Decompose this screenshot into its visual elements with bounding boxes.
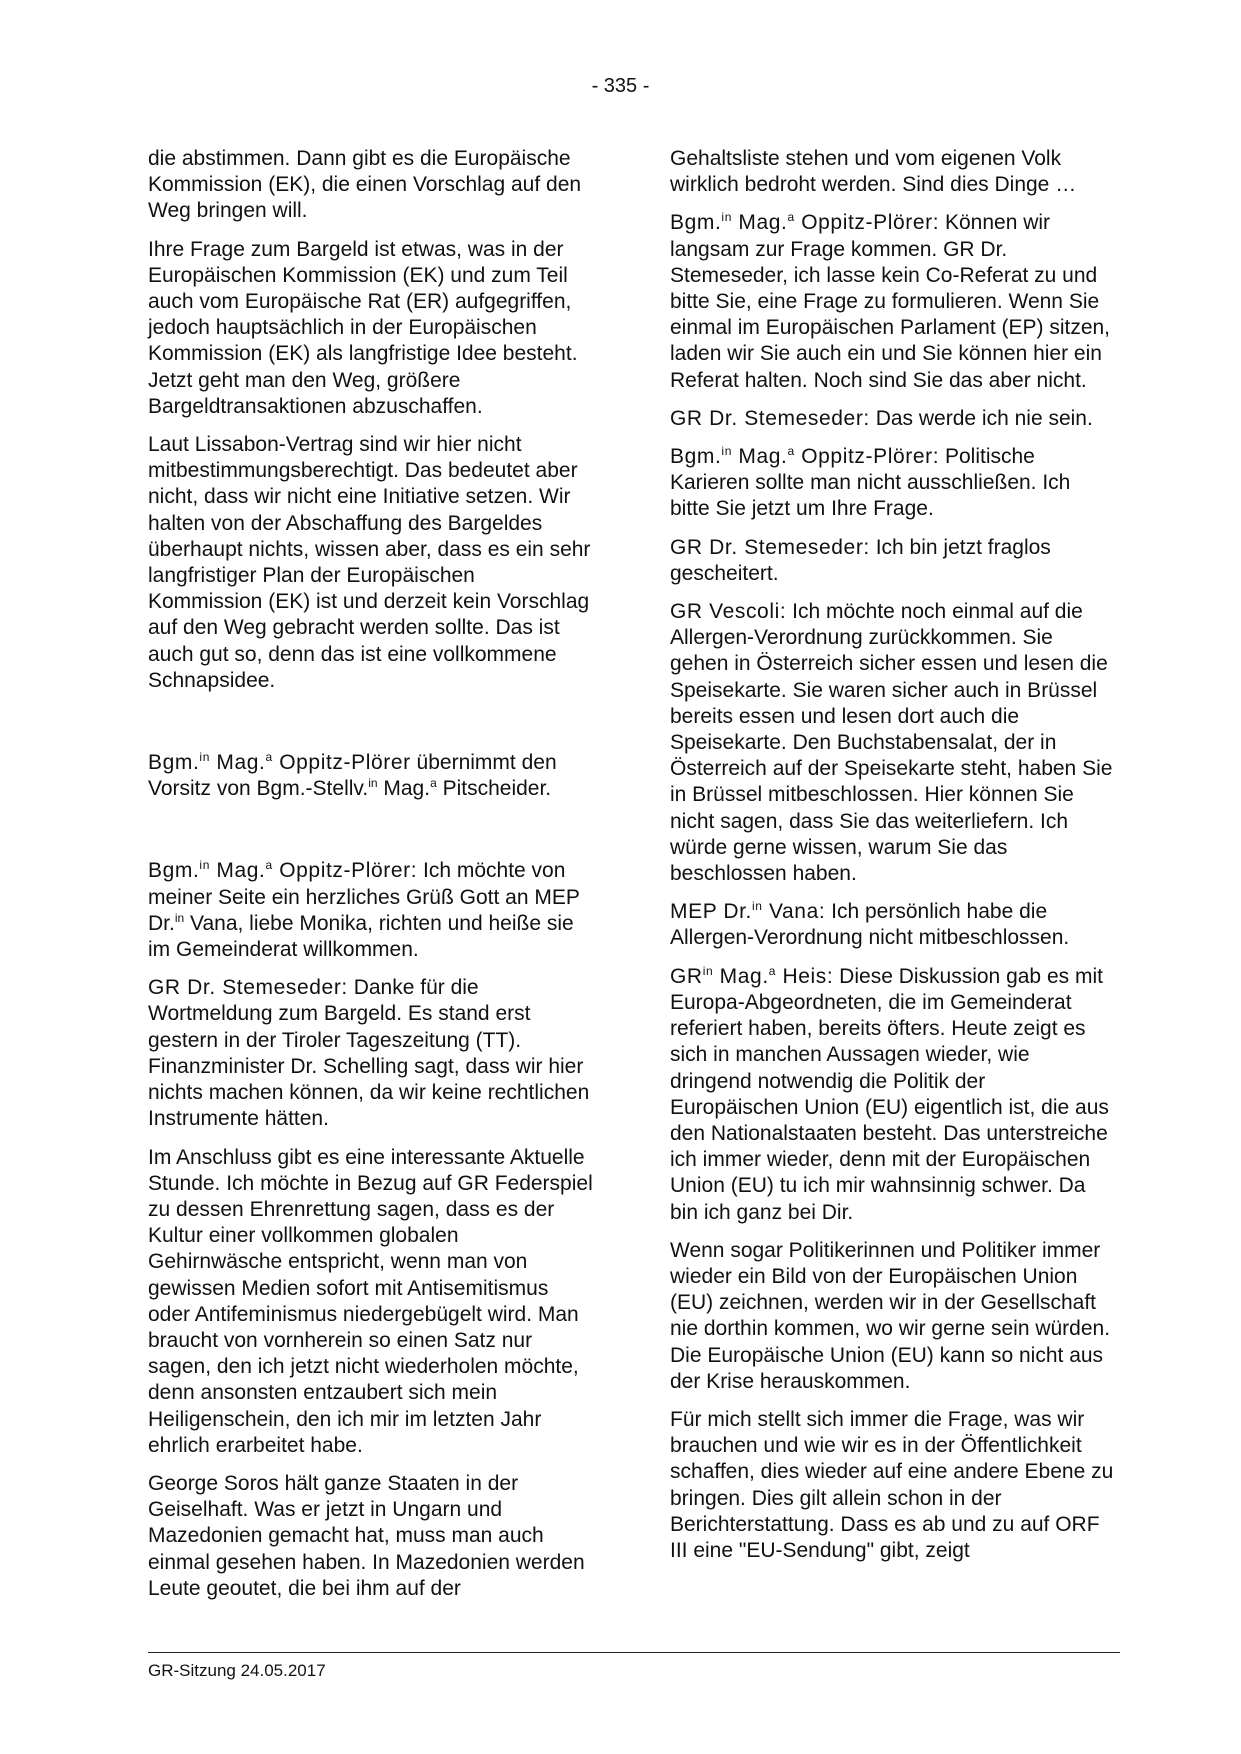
text: Mag.: [377, 777, 431, 801]
superscript: in: [199, 750, 210, 765]
paragraph: Wenn sogar Politikerinnen und Politiker immer wieder ein Bild von der Europäischen Union (EU) zeichnen, werden wir in der Gesellschaft nie dorthin kommen, wo wir gerne sein würden. Die Europäische Union (EU) kann so nicht aus der Krise herauskommen.: [670, 1238, 1111, 1393]
superscript: a: [768, 963, 777, 978]
footer-divider: [148, 1652, 1120, 1653]
speaker-name: [670, 211, 939, 234]
speaker-name: [148, 751, 411, 774]
text: Diese Diskussion gab es mit Europa-Abgeordneten, die im Gemeinderat referiert haben, bereits öfters. Heute zeigt es sich in manchen Aussagen wieder, wie dringend notwendig die Politik der Europäischen Union (EU) eigentlich ist, die aus den Nationalstaaten besteht. Das unterstreiche ich immer wieder, denn mit der Europäischen Union (EU) tu ich mir wahnsinnig schwer. Da bin ich ganz bei Dir.: [670, 964, 1109, 1224]
paragraph: Für mich stellt sich immer die Frage, was wir brauchen und wie wir es in der Öffentlichkeit schaffen, dies wieder auf eine andere Ebene zu bringen. Dies gilt allein schon in der Berichterstattung. Dass es ab und zu auf ORF III eine "EU-Sendung" gibt, zeigt: [670, 1407, 1114, 1562]
speaker-surname: Oppitz-Plörer:: [794, 211, 940, 235]
footer-session-date: GR-Sitzung 24.05.2017: [148, 1661, 326, 1680]
speaker-title: GR: [670, 964, 703, 988]
speaker-name: [670, 965, 833, 988]
chair-change-note: [148, 750, 593, 802]
superscript: a: [787, 444, 795, 459]
speaker-title: Bgm.: [148, 751, 200, 775]
text: Ich möchte noch einmal auf die Allergen-Verordnung zurückkommen. Sie gehen in Österreich sicher essen und lesen die Speisekarte. Sie waren sicher auch in Brüssel bereits essen und lesen dort auch die Speisekarte. Den Buchstabensalat, der in Österreich auf der Speisekarte steht, haben Sie in Brüssel mitbeschlossen. Hier können Sie nicht sagen, dass Sie das weiterliefern. Ich würde gerne wissen, warum Sie das beschlossen haben.: [670, 600, 1113, 886]
superscript: in: [199, 858, 210, 873]
spacer: [148, 706, 593, 750]
speaker-surname: Vana:: [762, 900, 826, 924]
speaker-name: GR Dr. Stemeseder:: [670, 535, 870, 559]
speech-paragraph: [670, 444, 1115, 523]
speaker-name: [670, 445, 939, 468]
speaker-title: MEP Dr.: [670, 900, 752, 924]
speaker-surname: Oppitz-Plörer: [272, 751, 411, 775]
speech-paragraph: [148, 975, 593, 1132]
speech-paragraph: [670, 599, 1115, 887]
paragraph: Laut Lissabon-Vertrag sind wir hier nicht mitbestimmungsberechtigt. Das bedeutet aber nicht, dass wir nicht eine Initiative setzen. Wir halten von der Abschaffung des Bargeldes überhaupt nichts, wissen aber, dass es ein sehr langfristiger Plan der Europäischen Kommission (EK) ist und derzeit kein Vorschlag auf den Weg gebracht werden sollte. Das ist auch gut so, denn das ist eine vollkommene Schnapsidee.: [148, 433, 591, 692]
superscript: in: [721, 444, 732, 459]
superscript: in: [721, 210, 732, 225]
text: Ich bin jetzt fraglos gescheitert.: [670, 535, 1051, 585]
paragraph: die abstimmen. Dann gibt es die Europäische Kommission (EK), die einen Vorschlag auf den Weg bringen will.: [148, 147, 582, 223]
speaker-name: [148, 859, 417, 882]
text: Können wir langsam zur Frage kommen. GR Dr. Stemeseder, ich lasse kein Co-Referat zu und bitte Sie, eine Frage zu formulieren. Wenn Sie einmal im Europäischen Parlament (EP) sitzen, laden wir Sie auch ein und Sie können hier ein Referat halten. Noch sind Sie das aber nicht.: [670, 211, 1111, 392]
speaker-surname: Oppitz-Plörer:: [272, 859, 418, 883]
speech-paragraph: [670, 535, 1115, 587]
speaker-title: Bgm.: [148, 859, 200, 883]
speaker-title: Bgm.: [670, 211, 722, 235]
superscript: a: [430, 776, 437, 791]
speaker-title: Mag.: [209, 859, 266, 883]
text: Ich möchte von meiner Seite ein herzliches Grüß Gott an MEP Dr.: [148, 859, 580, 935]
superscript: a: [265, 750, 273, 765]
speech-paragraph: [670, 899, 1115, 951]
text: Ich persönlich habe die Allergen-Verordnung nicht mitbeschlossen.: [670, 900, 1070, 950]
superscript: in: [368, 776, 378, 791]
superscript: a: [787, 210, 795, 225]
text: übernimmt den Vorsitz von Bgm.-Stellv.: [148, 751, 557, 801]
speaker-name: GR Vescoli:: [670, 600, 787, 624]
paragraph: Gehaltsliste stehen und vom eigenen Volk wirklich bedroht werden. Sind dies Dinge …: [670, 147, 1077, 197]
speaker-surname: Oppitz-Plörer:: [794, 445, 940, 469]
speaker-title: Mag.: [209, 751, 266, 775]
speaker-title: Bgm.: [670, 445, 722, 469]
text: Vana, liebe Monika, richten und heiße sie im Gemeinderat willkommen.: [148, 911, 574, 962]
paragraph: Ihre Frage zum Bargeld ist etwas, was in der Europäischen Kommission (EK) und zum Teil auch vom Europäische Rat (ER) aufgegriffen, jedoch hauptsächlich in der Europäischen Kommission (EK) als langfristige Idee besteht. Jetzt geht man den Weg, größere Bargeldtransaktionen abzuschaffen.: [148, 237, 578, 418]
speech-paragraph: [670, 406, 1115, 432]
page-number: - 335 -: [591, 75, 650, 97]
speaker-name: [670, 900, 825, 923]
text: Pitscheider.: [436, 777, 552, 801]
speaker-title: Mag.: [731, 211, 788, 235]
text: Das werde ich nie sein.: [869, 406, 1093, 430]
speaker-title: Mag.: [731, 445, 788, 469]
speaker-surname: Heis:: [776, 964, 834, 988]
superscript: in: [174, 910, 185, 925]
right-column: [670, 146, 1115, 1576]
superscript: a: [265, 858, 273, 873]
speaker-name: GR Dr. Stemeseder:: [148, 976, 348, 1000]
text: Politische Karieren sollte man nicht ausschließen. Ich bitte Sie jetzt um Ihre Frage.: [670, 445, 1071, 521]
superscript: in: [752, 899, 763, 914]
speech-paragraph: [148, 858, 593, 963]
speaker-name: GR Dr. Stemeseder:: [670, 406, 870, 430]
left-column: [148, 146, 593, 1614]
speaker-title: Mag.: [713, 964, 769, 988]
speech-paragraph: [670, 210, 1115, 393]
paragraph: Im Anschluss gibt es eine interessante Aktuelle Stunde. Ich möchte in Bezug auf GR Federspiel zu dessen Ehrenrettung sagen, dass es der Kultur einer vollkommen globalen Gehirnwäsche entspricht, wenn man von gewissen Medien sofort mit Antisemitismus oder Antifeminismus niedergebügelt wird. Man braucht von vornherein so einen Satz nur sagen, den ich jetzt nicht wiederholen möchte, denn ansonsten entzaubert sich mein Heiligenschein, den ich mir im letzten Jahr ehrlich erarbeitet habe.: [148, 1145, 593, 1457]
superscript: in: [702, 963, 714, 978]
paragraph: George Soros hält ganze Staaten in der Geiselhaft. Was er jetzt in Ungarn und Mazedonien gemacht hat, muss man auch einmal gesehen haben. In Mazedonien werden Leute geoutet, die bei ihm auf der: [148, 1471, 585, 1600]
spacer: [148, 814, 593, 858]
text: Danke für die Wortmeldung zum Bargeld. Es stand erst gestern in der Tiroler Tageszeitung (TT). Finanzminister Dr. Schelling sagt, dass wir hier nichts machen können, da wir keine rechtlichen Instrumente hätten.: [148, 976, 590, 1131]
speech-paragraph: [670, 964, 1115, 1226]
